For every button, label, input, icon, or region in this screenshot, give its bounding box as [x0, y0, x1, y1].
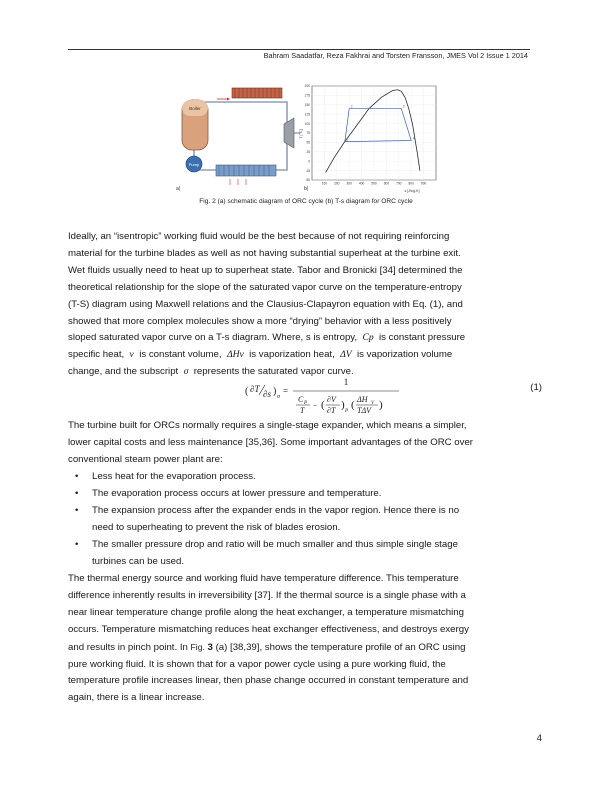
y-tick-label: 75	[306, 131, 310, 136]
text-run: is constant pressure	[379, 332, 466, 344]
symbol-dhv: ΔHv	[226, 349, 244, 361]
text-run: is vaporization volume	[357, 349, 453, 361]
svg-text:−: −	[313, 401, 318, 410]
text-line: near linear temperature change profile along the heat exchanger, a temperature mismatching	[68, 606, 464, 618]
x-axis-label: s [J/kg-K]	[404, 189, 420, 193]
text-run: sloped saturated vapor curve on a T-s diagram. Where, s is entropy,	[68, 332, 358, 344]
svg-text:ΔH: ΔH	[357, 395, 368, 404]
text-run: specific heat,	[68, 349, 125, 361]
text-line	[68, 347, 542, 364]
text-run: change, and the subscript	[68, 366, 179, 378]
svg-text:∂T: ∂T	[327, 406, 336, 415]
cycle-point-label: 2	[350, 104, 353, 109]
y-tick-label: 200	[304, 84, 310, 89]
figure-reference: Fig.	[190, 641, 205, 652]
y-tick-label: 150	[304, 103, 310, 107]
x-tick-labels	[322, 182, 427, 186]
text-line: theoretical relationship for the slope of the saturated vapor curve on the temperature-entropy	[68, 281, 462, 293]
symbol-cp: Cp	[362, 332, 374, 344]
text-run: is vaporization heat,	[249, 349, 335, 361]
text-line: lower capital costs and less maintenance [35,36]. Some important advantages of the ORC over	[68, 436, 474, 448]
text-line: Ideally, an “isentropic” working fluid would be the best because of not requiring reinforcing	[68, 231, 450, 242]
list-item	[68, 469, 542, 486]
equation-numerator: 1	[343, 377, 349, 387]
bullet-marker: •	[75, 487, 79, 499]
y-tick-label: 125	[304, 112, 310, 117]
orc-schematic	[176, 88, 300, 192]
svg-text:P: P	[304, 401, 308, 406]
text-line	[68, 639, 542, 657]
x-tick-label: 100	[321, 181, 328, 186]
list-item-line: The evaporation process occurs at lower pressure and temperature.	[92, 487, 382, 499]
svg-text:(: (	[321, 399, 325, 411]
advantages-list	[68, 469, 542, 570]
text-line: material for the turbine blades as well as not having substantial superheat at the turbine exit.	[68, 247, 461, 259]
text-line: pure working fluid. It is shown that for a vapor power cycle using a pure working fluid, the	[68, 658, 446, 670]
text-line: difference inherently results in irreversibility [37]. If the thermal source is a single phase with a	[68, 589, 466, 601]
y-tick-labels	[305, 84, 311, 182]
text-line: showed that more complex molecules show a more “drying” behavior with a less positively	[68, 315, 452, 327]
symbol-sigma: σ	[183, 366, 189, 378]
header-rule	[68, 49, 530, 50]
equation-graphic	[243, 370, 423, 416]
svg-text:C: C	[298, 395, 304, 404]
list-item	[68, 503, 542, 537]
text-line: The thermal energy source and working fluid have temperature difference. This temperature	[68, 573, 459, 584]
cycle-point-label: 1	[346, 137, 349, 142]
boiler	[182, 100, 208, 150]
bullet-marker: •	[75, 504, 79, 516]
list-item-line: The expansion process after the expander ends in the vapor region. Hence there is no	[92, 504, 460, 516]
bullet-marker: •	[75, 471, 79, 482]
svg-text:P: P	[345, 409, 349, 414]
text-line: occurs. Temperature mismatching reduces heat exchanger effectiveness, and destroys exergy	[68, 623, 469, 635]
boiler-label: Boiler	[189, 106, 201, 111]
y-axis-label: T [°C]	[299, 129, 303, 139]
svg-text:): )	[341, 399, 345, 411]
text-line: conventional steam power plant are:	[68, 453, 223, 465]
bullet-marker: •	[75, 538, 79, 550]
y-tick-label: 175	[304, 93, 310, 98]
equation-1	[68, 370, 542, 416]
text-line: (T-S) diagram using Maxwell relations and the Clausius-Clapayron equation with Eq. (1), and	[68, 298, 463, 310]
svg-text:(: (	[245, 386, 249, 397]
paragraph-3	[68, 571, 542, 707]
text-run: and results in pinch point. In	[68, 641, 191, 653]
svg-text:∂T: ∂T	[250, 384, 260, 394]
cycle-point-label: 4	[412, 136, 415, 141]
x-tick-label: 300	[346, 181, 352, 186]
text-run: is constant volume,	[139, 349, 222, 361]
equation-number: (1)	[530, 382, 542, 393]
svg-text:TΔV: TΔV	[357, 406, 372, 415]
paragraph-2	[68, 418, 542, 469]
orc-figure	[172, 82, 442, 194]
y-tick-label: 50	[306, 140, 310, 145]
text-run: represents the saturated vapor curve.	[193, 366, 354, 378]
list-item	[68, 486, 542, 503]
pump-label: Pump	[188, 162, 200, 167]
text-line: again, there is a linear increase.	[68, 692, 205, 704]
svg-text:∂V: ∂V	[327, 395, 336, 404]
list-item	[68, 537, 542, 571]
running-header: Bahram Saadatfar, Reza Fakhrai and Torsten Fransson, JMES Vol 2 Issue 1 2014	[263, 51, 528, 60]
paragraph-1	[68, 229, 542, 381]
y-tick-label: 0	[308, 159, 310, 164]
text-line: temperature profile increases linear, then phase change occurred in constant temperature and	[68, 675, 469, 687]
y-tick-label: 100	[304, 121, 310, 126]
cycle-point-label: 3	[402, 104, 405, 109]
x-tick-label: 400	[358, 181, 365, 186]
figure-caption: Fig. 2 (a) schematic diagram of ORC cycle (b) T-s diagram for ORC cycle	[199, 198, 413, 205]
text-run: (a) [38,39], shows the temperature profile of an ORC using	[212, 641, 466, 653]
page-number: 4	[536, 733, 542, 744]
symbol-dv: ΔV	[340, 349, 352, 361]
heat-source-coil	[217, 88, 282, 101]
pump	[186, 156, 202, 172]
x-tick-label: 200	[334, 181, 340, 186]
condenser	[216, 165, 276, 185]
svg-text:): )	[273, 386, 277, 397]
x-tick-label: 800	[408, 181, 414, 186]
svg-text:(: (	[351, 399, 355, 411]
svg-text:V: V	[371, 401, 375, 406]
svg-text:∂s: ∂s	[263, 389, 271, 399]
list-item-line: Less heat for the evaporation process.	[92, 471, 256, 482]
list-item-line: need to superheating to prevent the risk of blades erosion.	[92, 521, 341, 533]
svg-text:σ: σ	[277, 394, 280, 400]
list-item-line: turbines can be used.	[92, 555, 185, 567]
svg-text:T: T	[300, 406, 305, 415]
turbine	[284, 118, 300, 148]
svg-text:): )	[379, 399, 383, 411]
text-line	[68, 330, 542, 347]
ts-diagram	[299, 84, 436, 193]
svg-text:=: =	[283, 386, 289, 396]
figure-number: 3	[207, 641, 213, 653]
y-tick-label: 25	[306, 150, 310, 154]
x-tick-label: 600	[383, 181, 390, 186]
list-item-line: The smaller pressure drop and ratio will be much smaller and thus simple single stage	[92, 538, 458, 550]
panel-a-label: a)	[176, 186, 181, 192]
text-line: The turbine built for ORCs normally requires a single-stage expander, which means a simpler,	[68, 420, 467, 431]
x-tick-label: 900	[420, 181, 427, 186]
y-tick-label: -50	[305, 178, 310, 183]
x-tick-label: 700	[396, 181, 402, 186]
panel-b-label: b)	[304, 186, 309, 192]
y-tick-label: -25	[305, 168, 310, 173]
symbol-v: v	[129, 349, 134, 361]
x-tick-label: 500	[371, 181, 377, 186]
text-line: Wet fluids usually need to heat up to superheat state. Tabor and Bronicki [34] determined the	[68, 264, 463, 276]
